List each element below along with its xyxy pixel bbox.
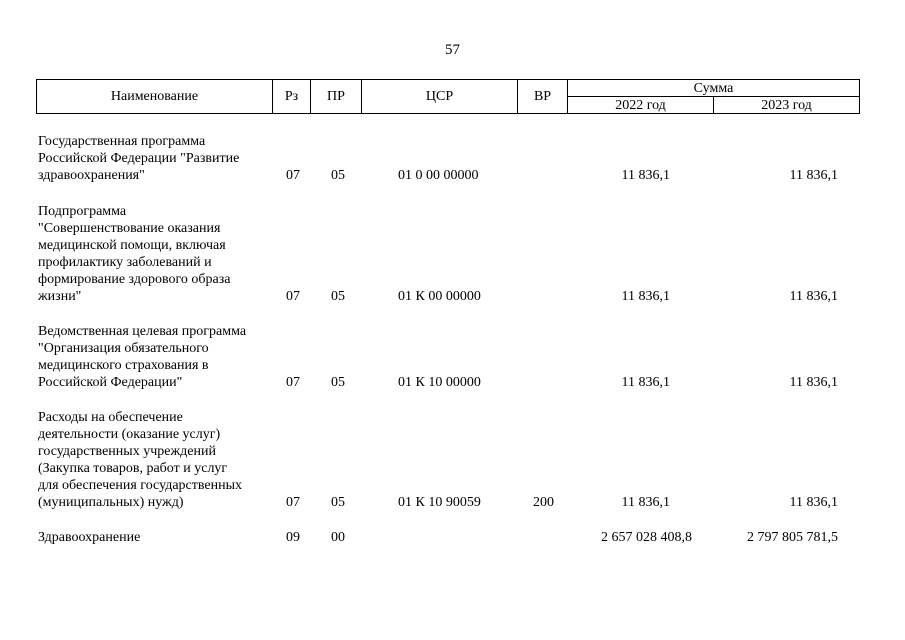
- header-year-2023: 2023 год: [714, 97, 860, 114]
- row-name-line: Расходы на обеспечение: [38, 410, 183, 425]
- row-csr: 01 К 00 00000: [398, 289, 481, 304]
- row-rz: 07: [286, 495, 300, 510]
- row-rz: 07: [286, 289, 300, 304]
- row-sum-2023: 11 836,1: [789, 168, 838, 183]
- row-name-line: Государственная программа: [38, 134, 206, 149]
- row-name-line: формирование здорового образа: [38, 272, 231, 287]
- row-sum-2023: 2 797 805 781,5: [747, 530, 838, 545]
- row-name-line: (муниципальных) нужд): [38, 495, 184, 510]
- header-rz: Рз: [273, 80, 311, 114]
- row-name-line: Российской Федерации": [38, 375, 183, 390]
- header-vr: ВР: [518, 80, 568, 114]
- row-csr: 01 К 10 00000: [398, 375, 481, 390]
- row-sum-2022: 11 836,1: [621, 168, 670, 183]
- row-sum-2022: 11 836,1: [621, 495, 670, 510]
- row-name-line: Подпрограмма: [38, 204, 127, 219]
- row-csr: 01 К 10 90059: [398, 495, 481, 510]
- row-vr: 200: [533, 495, 554, 510]
- row-sum-2022: 2 657 028 408,8: [601, 530, 692, 545]
- row-pr: 05: [331, 289, 345, 304]
- row-name-line: Российской Федерации "Развитие: [38, 151, 240, 166]
- header-year-2022: 2022 год: [568, 97, 714, 114]
- row-name-line: государственных учреждений: [38, 444, 216, 459]
- row-name-line: медицинского страхования в: [38, 358, 209, 373]
- row-pr: 05: [331, 495, 345, 510]
- row-name: [38, 409, 270, 511]
- row-name-line: здравоохранения": [38, 168, 145, 183]
- row-rz: 07: [286, 168, 300, 183]
- row-name: [38, 203, 270, 305]
- row-name-line: (Закупка товаров, работ и услуг: [38, 461, 228, 476]
- row-rz: 09: [286, 530, 300, 545]
- row-csr: 01 0 00 00000: [398, 168, 479, 183]
- header-name: Наименование: [37, 80, 273, 114]
- row-name: [38, 529, 270, 546]
- header-csr: ЦСР: [362, 80, 518, 114]
- header-pr: ПР: [311, 80, 362, 114]
- row-sum-2023: 11 836,1: [789, 495, 838, 510]
- row-name-line: "Организация обязательного: [38, 341, 209, 356]
- row-pr: 05: [331, 168, 345, 183]
- row-name-line: Здравоохранение: [38, 530, 141, 545]
- row-name: [38, 133, 270, 184]
- row-name-line: жизни": [38, 289, 82, 304]
- row-name-line: для обеспечения государственных: [38, 478, 242, 493]
- row-name-line: профилактику заболеваний и: [38, 255, 212, 270]
- row-name-line: "Совершенствование оказания: [38, 221, 221, 236]
- row-sum-2023: 11 836,1: [789, 289, 838, 304]
- row-sum-2023: 11 836,1: [789, 375, 838, 390]
- row-pr: 05: [331, 375, 345, 390]
- row-name-line: деятельности (оказание услуг): [38, 427, 221, 442]
- row-name-line: медицинской помощи, включая: [38, 238, 226, 253]
- row-name: [38, 323, 270, 391]
- row-pr: 00: [331, 530, 345, 545]
- row-sum-2022: 11 836,1: [621, 375, 670, 390]
- row-sum-2022: 11 836,1: [621, 289, 670, 304]
- header-sum: Сумма: [568, 80, 860, 97]
- row-rz: 07: [286, 375, 300, 390]
- row-name-line: Ведомственная целевая программа: [38, 324, 247, 339]
- page-number: 57: [445, 42, 460, 58]
